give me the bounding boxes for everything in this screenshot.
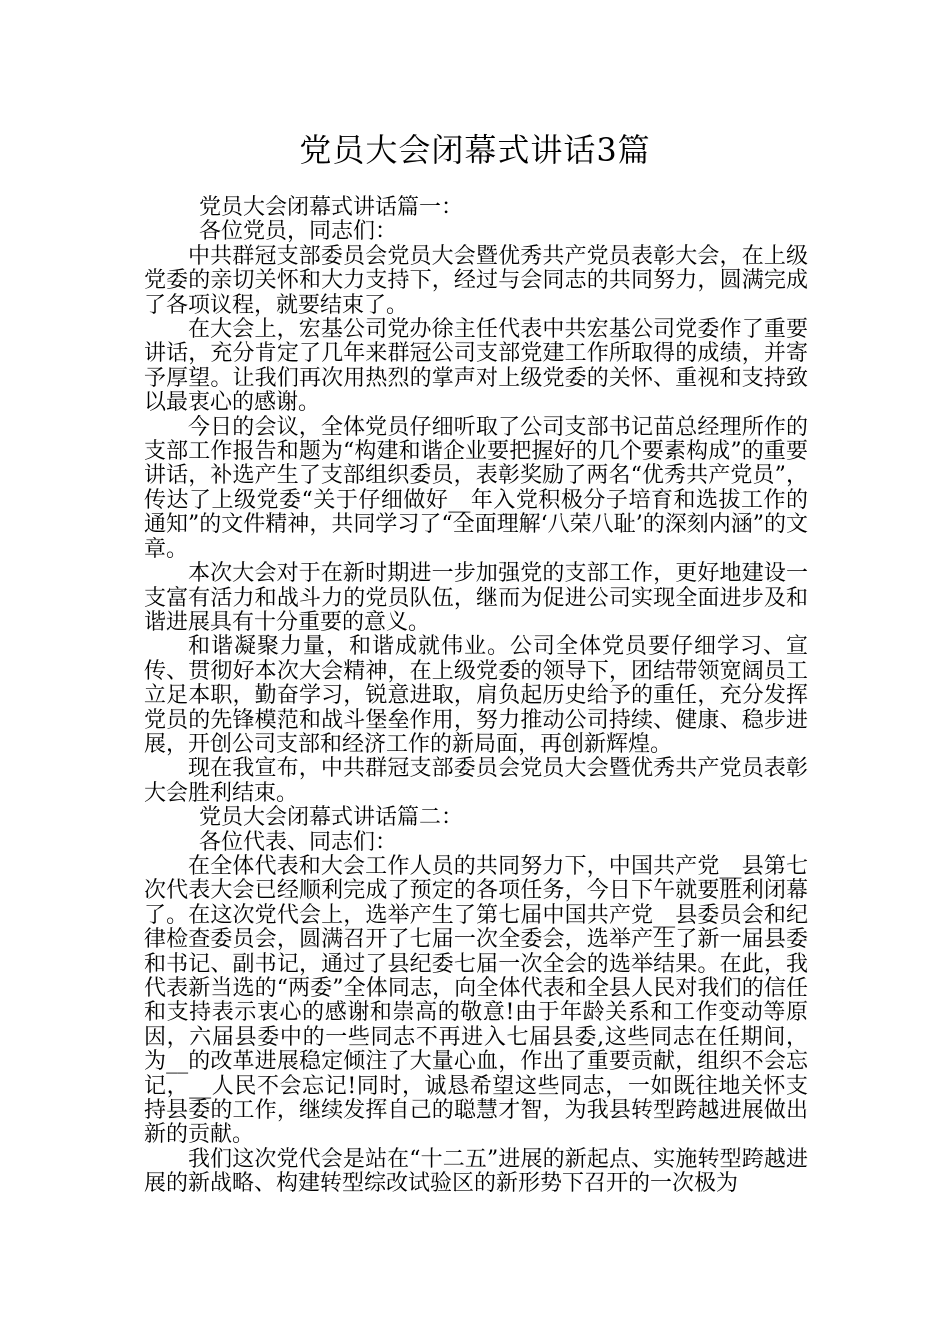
body-paragraph: 中共群冠支部委员会党员大会暨优秀共产党员表彰大会，在上级党委的亲切关怀和大力支持下，经过与会同志的共同努力，圆满完成了各项议程，就要结束了。 (144, 243, 808, 318)
body-paragraph: 和谐凝聚力量，和谐成就伟业。公司全体党员要仔细学习、宣传、贯彻好本次大会精神，在上级党委的领导下，团结带领宽阔员工立足本职，勤奋学习，锐意进取，肩负起历史给予的重任，充分发挥党员的先锋模范和战斗堡垒作用，努力推动公司持续、健康、稳步进展，开创公司支部和经济工作的新局面，再创新辉煌。 (144, 634, 808, 757)
body-paragraph: 今日的会议，全体党员仔细听取了公司支部书记苗总经理所作的支部工作报告和题为“构建和谐企业要把握好的几个要素构成”的重要讲话，补选产生了支部组织委员，表彰奖励了两名“优秀共产党员”，传达了上级党委“关于仔细做好__年入党积极分子培育和选拔工作的通知”的文件精神，共同学习了“全面理解‘八荣八耻’的深刻内涵”的文章。 (144, 414, 808, 562)
body-paragraph: 现在我宣布，中共群冠支部委员会党员大会暨优秀共产党员表彰大会胜利结束。 (144, 756, 808, 806)
section-heading-1: 党员大会闭幕式讲话篇一： (199, 195, 464, 220)
document-title: 党员大会闭幕式讲话3篇 (299, 131, 651, 169)
section-heading-2: 党员大会闭幕式讲话篇二： (199, 805, 464, 831)
body-paragraph: 本次大会对于在新时期进一步加强党的支部工作，更好地建设一支富有活力和战斗力的党员队伍，继而为促进公司实现全面进步及和谐进展具有十分重要的意义。 (144, 561, 808, 635)
salutation-2: 各位代表、同志们： (199, 829, 398, 855)
body-paragraph: 在大会上，宏基公司党办徐主任代表中共宏基公司党委作了重要讲话，充分肯定了几年来群冠公司支部党建工作所取得的成绩，并寄予厚望。让我们再次用热烈的掌声对上级党委的关怀、重视和支持致以最衷心的感谢。 (144, 317, 808, 416)
body-paragraph: 在全体代表和大会工作人员的共同努力下，中国共产党__县第七次代表大会已经顺利完成了预定的各项任务，今日下午就要胜利闭幕了。在这次党代会上，选举产生了第七届中国共产党__县委员会和纪律检查委员会，圆满召开了七届一次全委会，选举产生了新一届县委和书记、副书记，通过了县纪委七届一次全会的选举结果。在此，我代表新当选的“两委”全体同志，向全体代表和全县人民对我们的信任和支持表示衷心的感谢和崇高的敬意!由于年龄关系和工作变动等原因，六届县委中的一些同志不再进入七届县委,这些同志在任期间，为__的改革进展稳定倾注了大量心血，作出了重要贡献，组织不会忘记，__人民不会忘记!同时，诚恳希望这些同志，一如既往地关怀支持县委的工作，继续发挥自己的聪慧才智，为我县转型跨越进展做出新的贡献。 (144, 853, 808, 1148)
salutation-1: 各位党员，同志们： (199, 219, 398, 245)
body-paragraph: 我们这次党代会是站在“十二五”进展的新起点、实施转型跨越进展的新战略、构建转型综改试验区的新形势下召开的一次极为 (144, 1146, 808, 1197)
document-body (144, 196, 808, 1197)
